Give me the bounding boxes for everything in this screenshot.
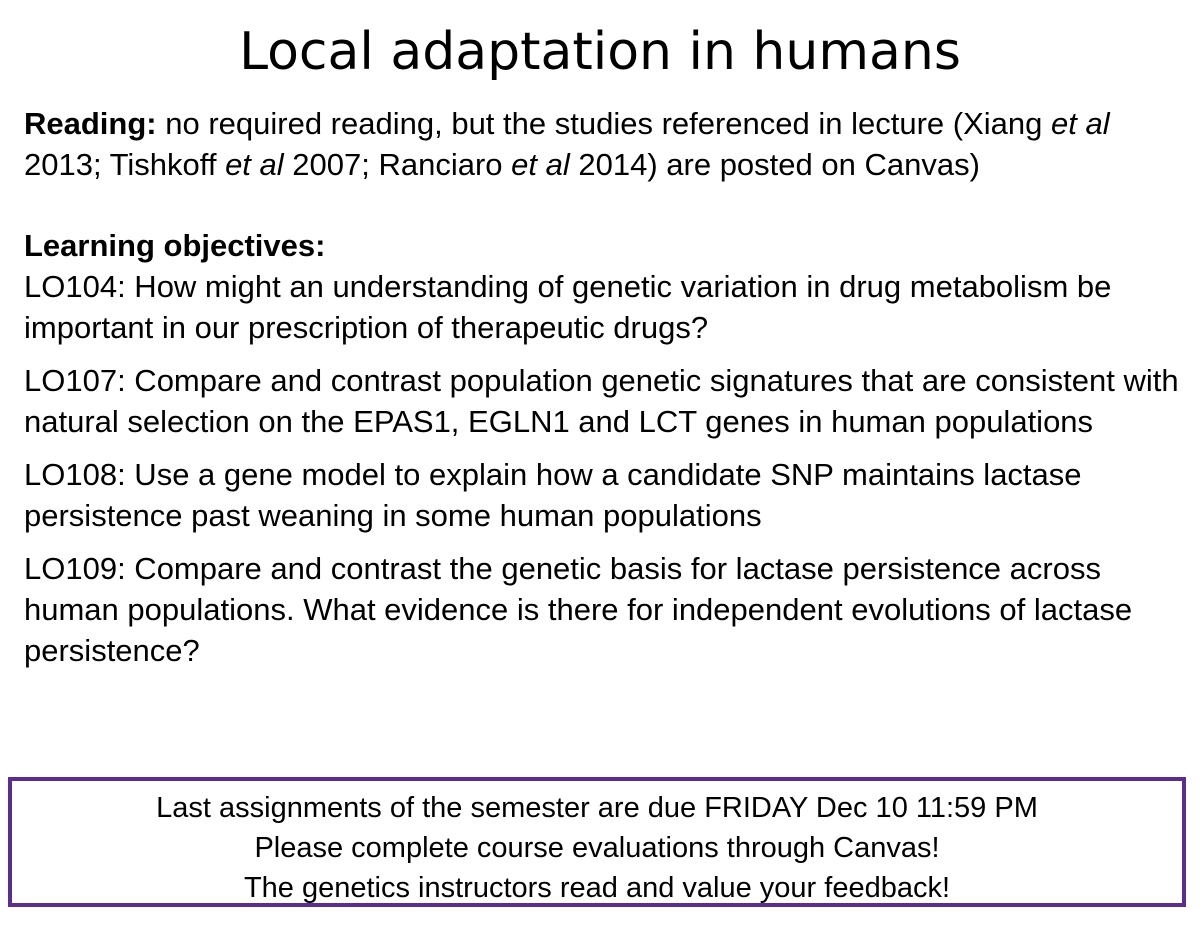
reading-etal-3: et al	[511, 147, 570, 182]
reading-etal-1: et al	[1051, 106, 1110, 141]
objective-lo104: LO104: How might an understanding of genetic variation in drug metabolism be important in our prescription of therapeutic drugs?	[24, 269, 1112, 345]
announcement-line-evaluations: Please complete course evaluations through Canvas!	[254, 832, 940, 864]
reading-note	[24, 103, 1184, 185]
announcement-line-deadline: Last assignments of the semester are due FRIDAY Dec 10 11:59 PM	[156, 792, 1038, 824]
slide-title: Local adaptation in humans	[239, 22, 961, 82]
reading-etal-2: et al	[225, 147, 284, 182]
objective-lo109: LO109: Compare and contrast the genetic basis for lactase persistence across human populations. What evidence is there for independent evolutions of lactase persistence?	[24, 551, 1133, 668]
announcement-box	[8, 777, 1186, 907]
announcement-line-feedback: The genetics instructors read and value your feedback!	[243, 872, 951, 904]
reading-label: Reading:	[24, 106, 157, 141]
objective-lo107: LO107: Compare and contrast population genetic signatures that are consistent with natural selection on the EPAS1, EGLN1 and LCT genes in human populations	[24, 363, 1179, 439]
reading-text-1: no required reading, but the studies referenced in lecture (Xiang	[156, 106, 1052, 141]
reading-text-3: 2007; Ranciaro	[283, 147, 512, 182]
objective-lo108: LO108: Use a gene model to explain how a candidate SNP maintains lactase persistence past weaning in some human populations	[24, 457, 1082, 533]
reading-text-4: 2014) are posted on Canvas)	[569, 147, 980, 182]
objectives-heading: Learning objectives:	[24, 228, 326, 263]
reading-text-2: 2013; Tishkoff	[24, 147, 226, 182]
slide-content	[24, 103, 1184, 683]
